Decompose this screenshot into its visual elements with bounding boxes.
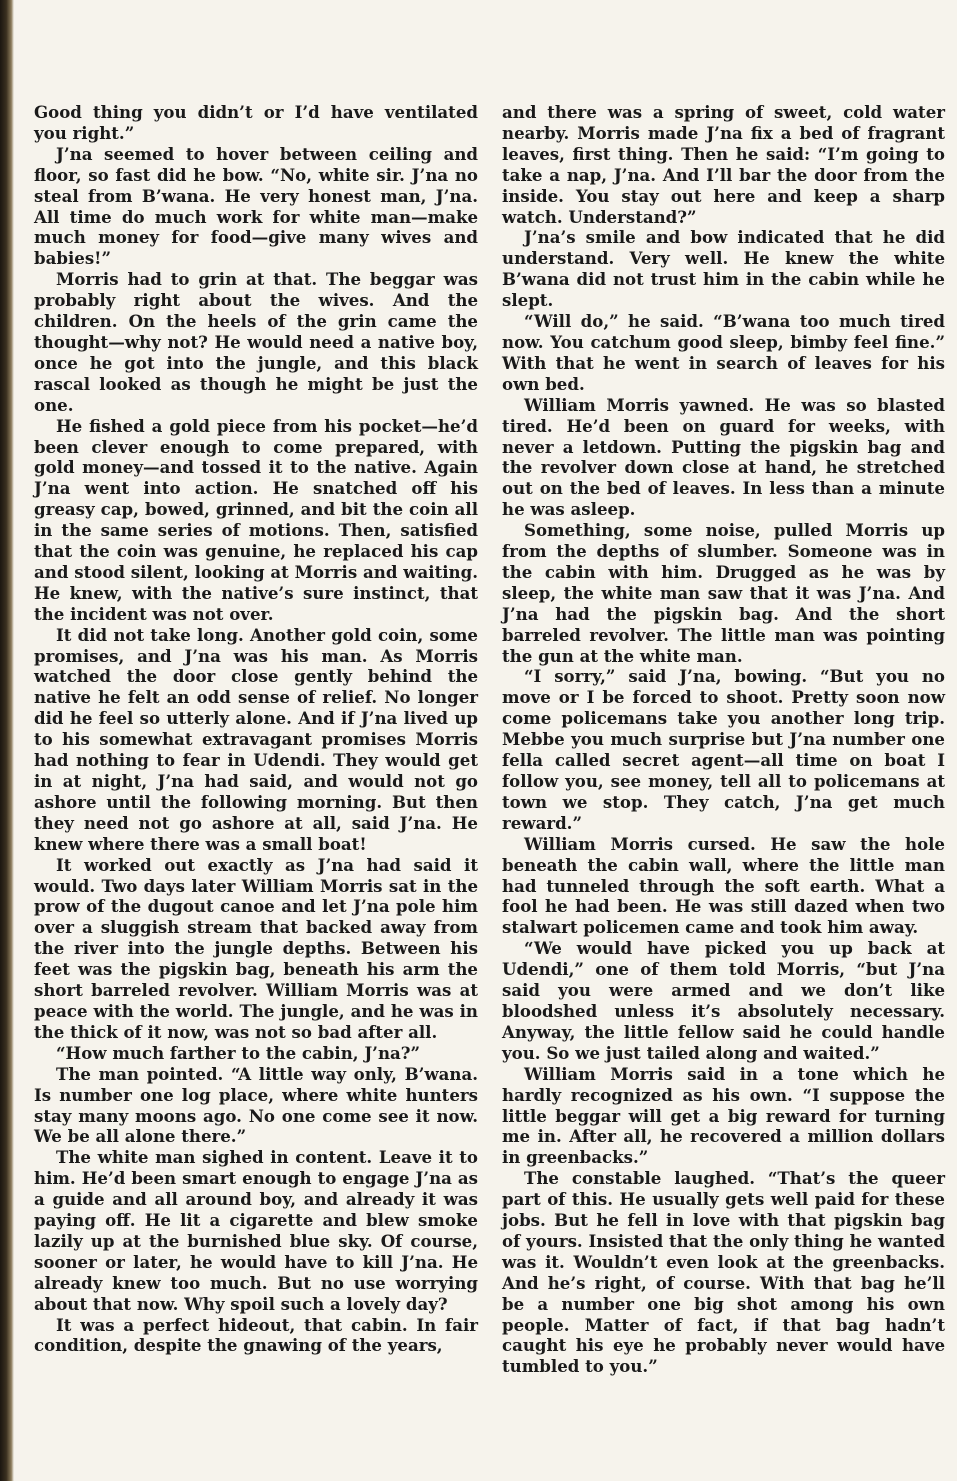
- paragraph: and there was a spring of sweet, cold water nearby. Morris made J’na fix a bed of fragrant leaves, first thing. Then he said: “I’m going to take a nap, J’na. And I’ll bar the door from the inside. You stay out here and keep a sharp watch. Understand?”: [502, 102, 945, 227]
- paragraph: He fished a gold piece from his pocket—he’d been clever enough to come prepared, with gold money—and tossed it to the native. Again J’na went into action. He snatched off his greasy cap, bowed, grinned, and bit the coin all in the same series of motions. Then, satisfied that the coin was genuine, he replaced his cap and stood silent, looking at Morris and waiting. He knew, with the native’s sure instinct, that the incident was not over.: [34, 415, 478, 624]
- paragraph: “How much farther to the cabin, J’na?”: [56, 1042, 421, 1063]
- paragraph: J’na’s smile and bow indicated that he did understand. Very well. He knew the white B’wana did not trust him in the cabin while he slept.: [502, 227, 945, 311]
- paragraph: Morris had to grin at that. The beggar was probably right about the wives. And the children. On the heels of the grin came the thought—why not? He would need a native boy, once he got into the jungle, and this black rascal looked as though he might be just the one.: [34, 269, 478, 415]
- paragraph: Good thing you didn’t or I’d have ventilated you right.”: [34, 102, 478, 143]
- paragraph: “Will do,” he said. “B’wana too much tired now. You catchum good sleep, bimby feel fine.” With that he went in search of leaves for his own bed.: [502, 311, 945, 394]
- right-text-column: [502, 102, 945, 1377]
- paragraph: It was a perfect hideout, that cabin. In fair condition, despite the gnawing of the years,: [34, 1314, 478, 1356]
- left-text-column: [34, 102, 478, 1356]
- paragraph: Something, some noise, pulled Morris up from the depths of slumber. Someone was in the cabin with him. Drugged as he was by sleep, the white man saw that it was J’na. And J’na had the pigskin bag. And the short barreled revolver. The little man was pointing the gun at the white man.: [502, 520, 945, 666]
- paragraph: William Morris said in a tone which he hardly recognized as his own. “I suppose the little beggar will get a big reward for turning me in. After all, he recovered a million dollars in greenbacks.”: [502, 1063, 945, 1168]
- page-edge: [0, 0, 14, 1481]
- paragraph: William Morris yawned. He was so blasted tired. He’d been on guard for weeks, with never a letdown. Putting the pigskin bag and the revolver down close at hand, he stretched out on the bed of leaves. In less than a minute he was asleep.: [502, 394, 945, 520]
- paragraph: It did not take long. Another gold coin, some promises, and J’na was his man. As Morris watched the door close gently behind the native he felt an odd sense of relief. No longer did he feel so utterly alone. And if J’na lived up to his somewhat extravagant promises Morris had nothing to fear in Udendi. They would get in at night, J’na had said, and would not go ashore until the following morning. But then they need not go ashore at all, said J’na. He knew where there was a small boat!: [34, 624, 478, 854]
- paragraph: It worked out exactly as J’na had said it would. Two days later William Morris sat in the prow of the dugout canoe and let J’na pole him over a sluggish stream that backed away from the river into the jungle depths. Between his feet was the pigskin bag, beneath his arm the short barreled revolver. William Morris was at peace with the world. The jungle, and he was in the thick of it now, was not so bad after all.: [34, 854, 478, 1042]
- paragraph: The constable laughed. “That’s the queer part of this. He usually gets well paid for these jobs. But he fell in love with that pigskin bag of yours. Insisted that the only thing he wanted was it. Wouldn’t even look at the greenbacks. And he’s right, of course. With that bag he’ll be a number one big shot among his own people. Matter of fact, if that bag hadn’t caught his eye he probably never would have tumbled to you.”: [502, 1168, 945, 1377]
- paragraph: The man pointed. “A little way only, B’wana. Is number one log place, where white hunters stay many moons ago. No one come see it now. We be all alone there.”: [34, 1063, 478, 1147]
- paragraph: “I sorry,” said J’na, bowing. “But you no move or I be forced to shoot. Pretty soon now come policemans take you another long trip. Mebbe you much surprise but J’na number one fella called secret agent—all time on boat I follow you, see money, tell all to policemans at town we stop. They catch, J’na get much reward.”: [502, 666, 945, 833]
- paragraph: J’na seemed to hover between ceiling and floor, so fast did he bow. “No, white sir. J’na no steal from B’wana. He very honest man, J’na. All time do much work for white man—make much money for food—give many wives and babies!”: [34, 143, 478, 269]
- paragraph: “We would have picked you up back at Udendi,” one of them told Morris, “but J’na said you were armed and we don’t like bloodshed unless it’s absolutely necessary. Anyway, the little fellow said he could handle you. So we just tailed along and waited.”: [502, 938, 945, 1063]
- paragraph: William Morris cursed. He saw the hole beneath the cabin wall, where the little man had tunneled through the soft earth. What a fool he had been. He was still dazed when two stalwart policemen came and took him away.: [502, 833, 945, 938]
- paragraph: The white man sighed in content. Leave it to him. He’d been smart enough to engage J’na as a guide and all around boy, and already it was paying off. He lit a cigarette and blew smoke lazily up at the burnished blue sky. Of course, sooner or later, he would have to kill J’na. He already knew too much. But no use worrying about that now. Why spoil such a lovely day?: [34, 1147, 478, 1314]
